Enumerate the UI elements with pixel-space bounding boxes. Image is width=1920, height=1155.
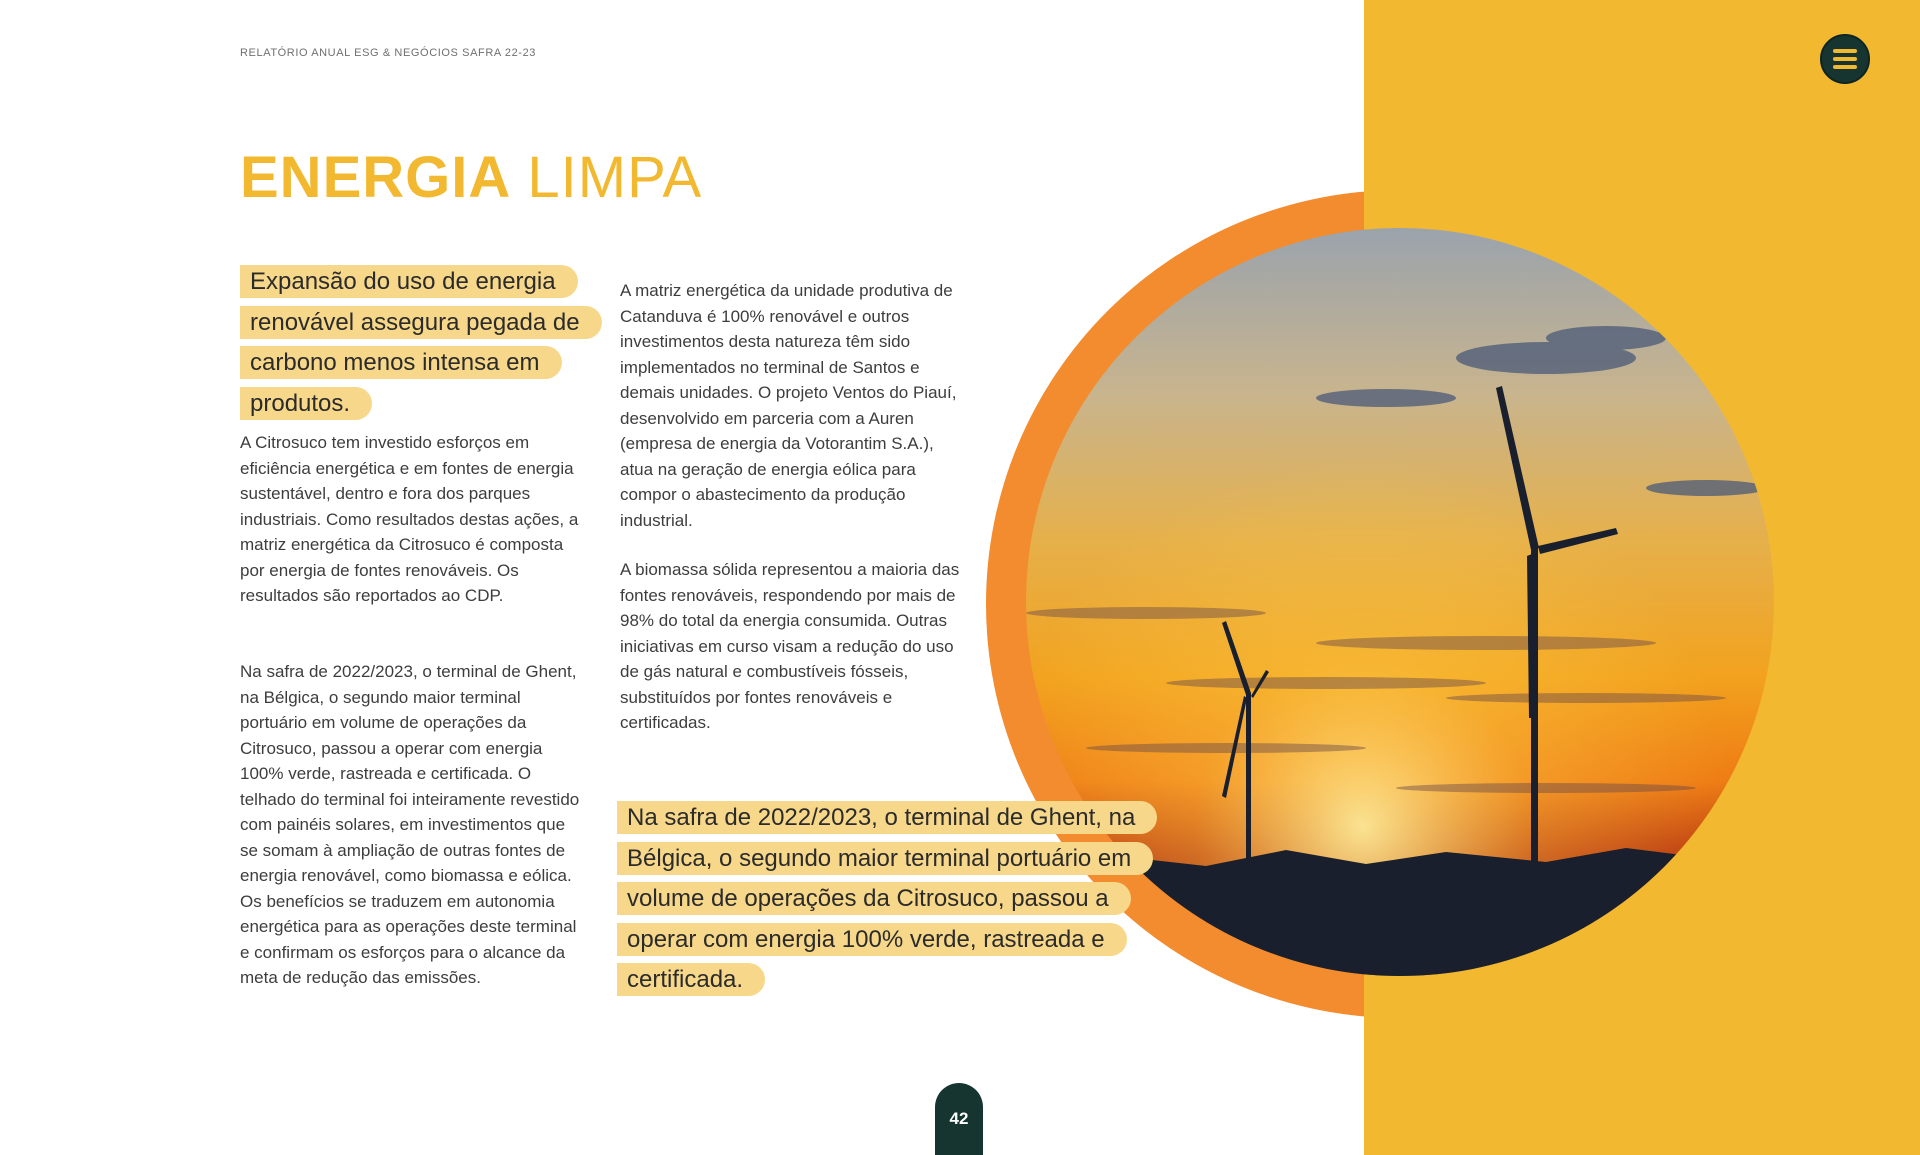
paragraph-biomass: A biomassa sólida representou a maioria das fontes renováveis, respondendo por mais de 98% do total da energia consumida. Outras iniciativas em curso visam a redução do uso de gás natural e combustíveis fósseis, substituídos por fontes renováveis e certificadas.	[620, 560, 960, 732]
hamburger-menu-icon	[1833, 49, 1857, 53]
highlight-quote-1-text: Expansão do uso de energia renovável assegura pegada de carbono menos intensa em produtos.	[240, 265, 602, 420]
paragraph-catanduva: A matriz energética da unidade produtiva de Catanduva é 100% renovável e outros investimentos desta natureza têm sido implementados no terminal de Santos e demais unidades. O projeto Ventos do Piauí, desenvolvido em parceria com a Auren (empresa de energia da Votorantim S.A.), atua na geração de energia eólica para compor o abastecimento da produção industrial.	[620, 281, 957, 530]
highlight-quote-2-text: Na safra de 2022/2023, o terminal de Ghent, na Bélgica, o segundo maior terminal portuário em volume de operações da Citrosuco, passou a operar com energia 100% verde, rastreada e certificada.	[617, 801, 1157, 996]
page-title	[240, 144, 702, 212]
title-bold: ENERGIA	[240, 145, 512, 210]
report-header: RELATÓRIO ANUAL ESG & NEGÓCIOS SAFRA 22-23	[240, 47, 537, 59]
paragraph-efficiency: A Citrosuco tem investido esforços em eficiência energética e em fontes de energia sustentável, dentro e fora dos parques industriais. Como resultados destas ações, a matriz energética da Citrosuco é composta por energia de fontes renováveis. Os resultados são reportados ao CDP.	[240, 433, 579, 605]
hamburger-menu-icon-bar	[1833, 57, 1857, 61]
title-light: LIMPA	[527, 145, 703, 210]
hamburger-menu-button[interactable]	[1820, 34, 1870, 84]
paragraph-ghent: Na safra de 2022/2023, o terminal de Ghent, na Bélgica, o segundo maior terminal portuário em volume de operações da Citrosuco, passou a operar com energia 100% verde, rastreada e certificada. O telhado do terminal foi inteiramente revestido com painéis solares, em investimentos que se somam à ampliação de outras fontes de energia renovável, como biomassa e eólica. Os benefícios se traduzem em autonomia energética para as operações deste terminal e confirmam os esforços para o alcance da meta de redução das emissões.	[240, 662, 580, 987]
highlight-quote-1	[240, 262, 600, 424]
hamburger-menu-icon-bar	[1833, 65, 1857, 69]
highlight-quote-2	[617, 798, 1137, 1001]
page-number-tab: 42	[935, 1083, 983, 1155]
